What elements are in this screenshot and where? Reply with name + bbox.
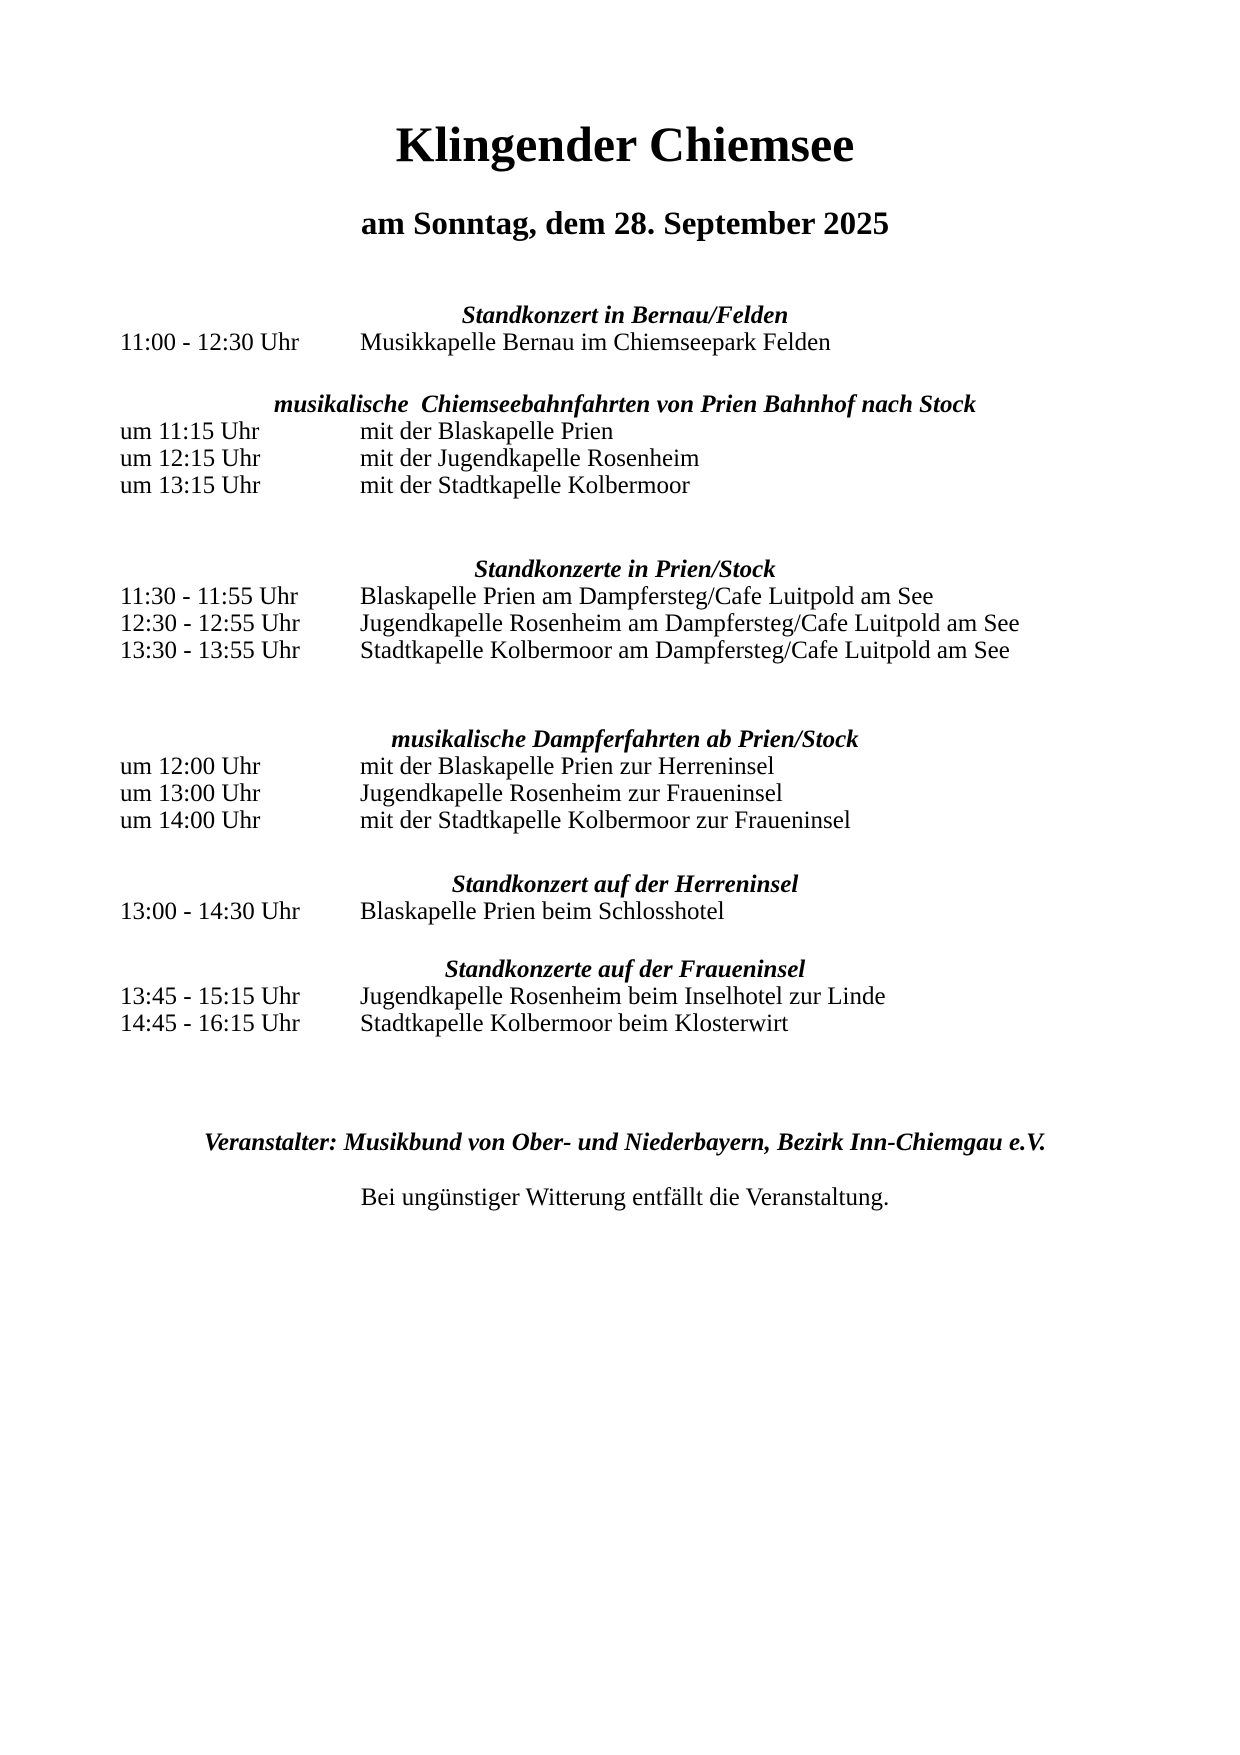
event-row bbox=[120, 583, 1130, 610]
event-description: mit der Stadtkapelle Kolbermoor bbox=[360, 472, 690, 499]
event-description: Stadtkapelle Kolbermoor am Dampfersteg/Cafe Luitpold am See bbox=[360, 637, 1010, 664]
page-title: Klingender Chiemsee bbox=[395, 116, 855, 172]
section-heading: Standkonzerte auf der Fraueninsel bbox=[444, 956, 806, 983]
event-time: um 11:15 Uhr bbox=[120, 418, 260, 445]
section-heading: musikalische Dampferfahrten ab Prien/Stock bbox=[391, 726, 859, 753]
event-time: 13:30 - 13:55 Uhr bbox=[120, 637, 300, 664]
event-row bbox=[120, 983, 1130, 1010]
concert-section bbox=[120, 726, 1130, 834]
section-heading: Standkonzerte in Prien/Stock bbox=[474, 556, 776, 583]
sections-container bbox=[120, 302, 1130, 1037]
event-time: um 13:15 Uhr bbox=[120, 472, 261, 499]
concert-section bbox=[120, 871, 1130, 925]
event-description: mit der Jugendkapelle Rosenheim bbox=[360, 445, 700, 472]
event-description: Blaskapelle Prien beim Schlosshotel bbox=[360, 898, 725, 925]
event-row bbox=[120, 637, 1130, 664]
weather-note: Bei ungünstiger Witterung entfällt die Veranstaltung. bbox=[360, 1184, 890, 1211]
event-row bbox=[120, 898, 1130, 925]
event-time: 14:45 - 16:15 Uhr bbox=[120, 1010, 300, 1037]
event-description: mit der Stadtkapelle Kolbermoor zur Fraueninsel bbox=[360, 807, 851, 834]
organizer-line: Veranstalter: Musikbund von Ober- und Niederbayern, Bezirk Inn-Chiemgau e.V. bbox=[203, 1129, 1047, 1156]
section-heading: Standkonzert in Bernau/Felden bbox=[461, 302, 789, 329]
event-description: Blaskapelle Prien am Dampfersteg/Cafe Luitpold am See bbox=[360, 583, 934, 610]
event-row bbox=[120, 472, 1130, 499]
event-time: um 14:00 Uhr bbox=[120, 807, 261, 834]
concert-section bbox=[120, 956, 1130, 1037]
event-time: 12:30 - 12:55 Uhr bbox=[120, 610, 300, 637]
event-row bbox=[120, 780, 1130, 807]
event-row bbox=[120, 445, 1130, 472]
event-row bbox=[120, 807, 1130, 834]
event-time: um 13:00 Uhr bbox=[120, 780, 261, 807]
event-time: um 12:15 Uhr bbox=[120, 445, 261, 472]
event-description: Jugendkapelle Rosenheim beim Inselhotel zur Linde bbox=[360, 983, 886, 1010]
concert-section bbox=[120, 556, 1130, 664]
page-subtitle: am Sonntag, dem 28. September 2025 bbox=[360, 206, 890, 242]
event-time: 11:30 - 11:55 Uhr bbox=[120, 583, 298, 610]
event-description: Jugendkapelle Rosenheim am Dampfersteg/Cafe Luitpold am See bbox=[360, 610, 1020, 637]
event-time: 13:00 - 14:30 Uhr bbox=[120, 898, 300, 925]
concert-section bbox=[120, 391, 1130, 499]
section-heading: musikalische Chiemseebahnfahrten von Prien Bahnhof nach Stock bbox=[273, 391, 977, 418]
event-row bbox=[120, 329, 1130, 356]
event-description: Musikkapelle Bernau im Chiemseepark Felden bbox=[360, 329, 831, 356]
event-row bbox=[120, 418, 1130, 445]
event-description: mit der Blaskapelle Prien bbox=[360, 418, 614, 445]
section-heading: Standkonzert auf der Herreninsel bbox=[451, 871, 799, 898]
event-description: mit der Blaskapelle Prien zur Herreninsel bbox=[360, 753, 775, 780]
event-description: Jugendkapelle Rosenheim zur Fraueninsel bbox=[360, 780, 783, 807]
event-time: um 12:00 Uhr bbox=[120, 753, 261, 780]
event-row bbox=[120, 753, 1130, 780]
event-time: 13:45 - 15:15 Uhr bbox=[120, 983, 300, 1010]
event-description: Stadtkapelle Kolbermoor beim Klosterwirt bbox=[360, 1010, 789, 1037]
concert-section bbox=[120, 302, 1130, 356]
event-row bbox=[120, 610, 1130, 637]
event-time: 11:00 - 12:30 Uhr bbox=[120, 329, 299, 356]
event-row bbox=[120, 1010, 1130, 1037]
